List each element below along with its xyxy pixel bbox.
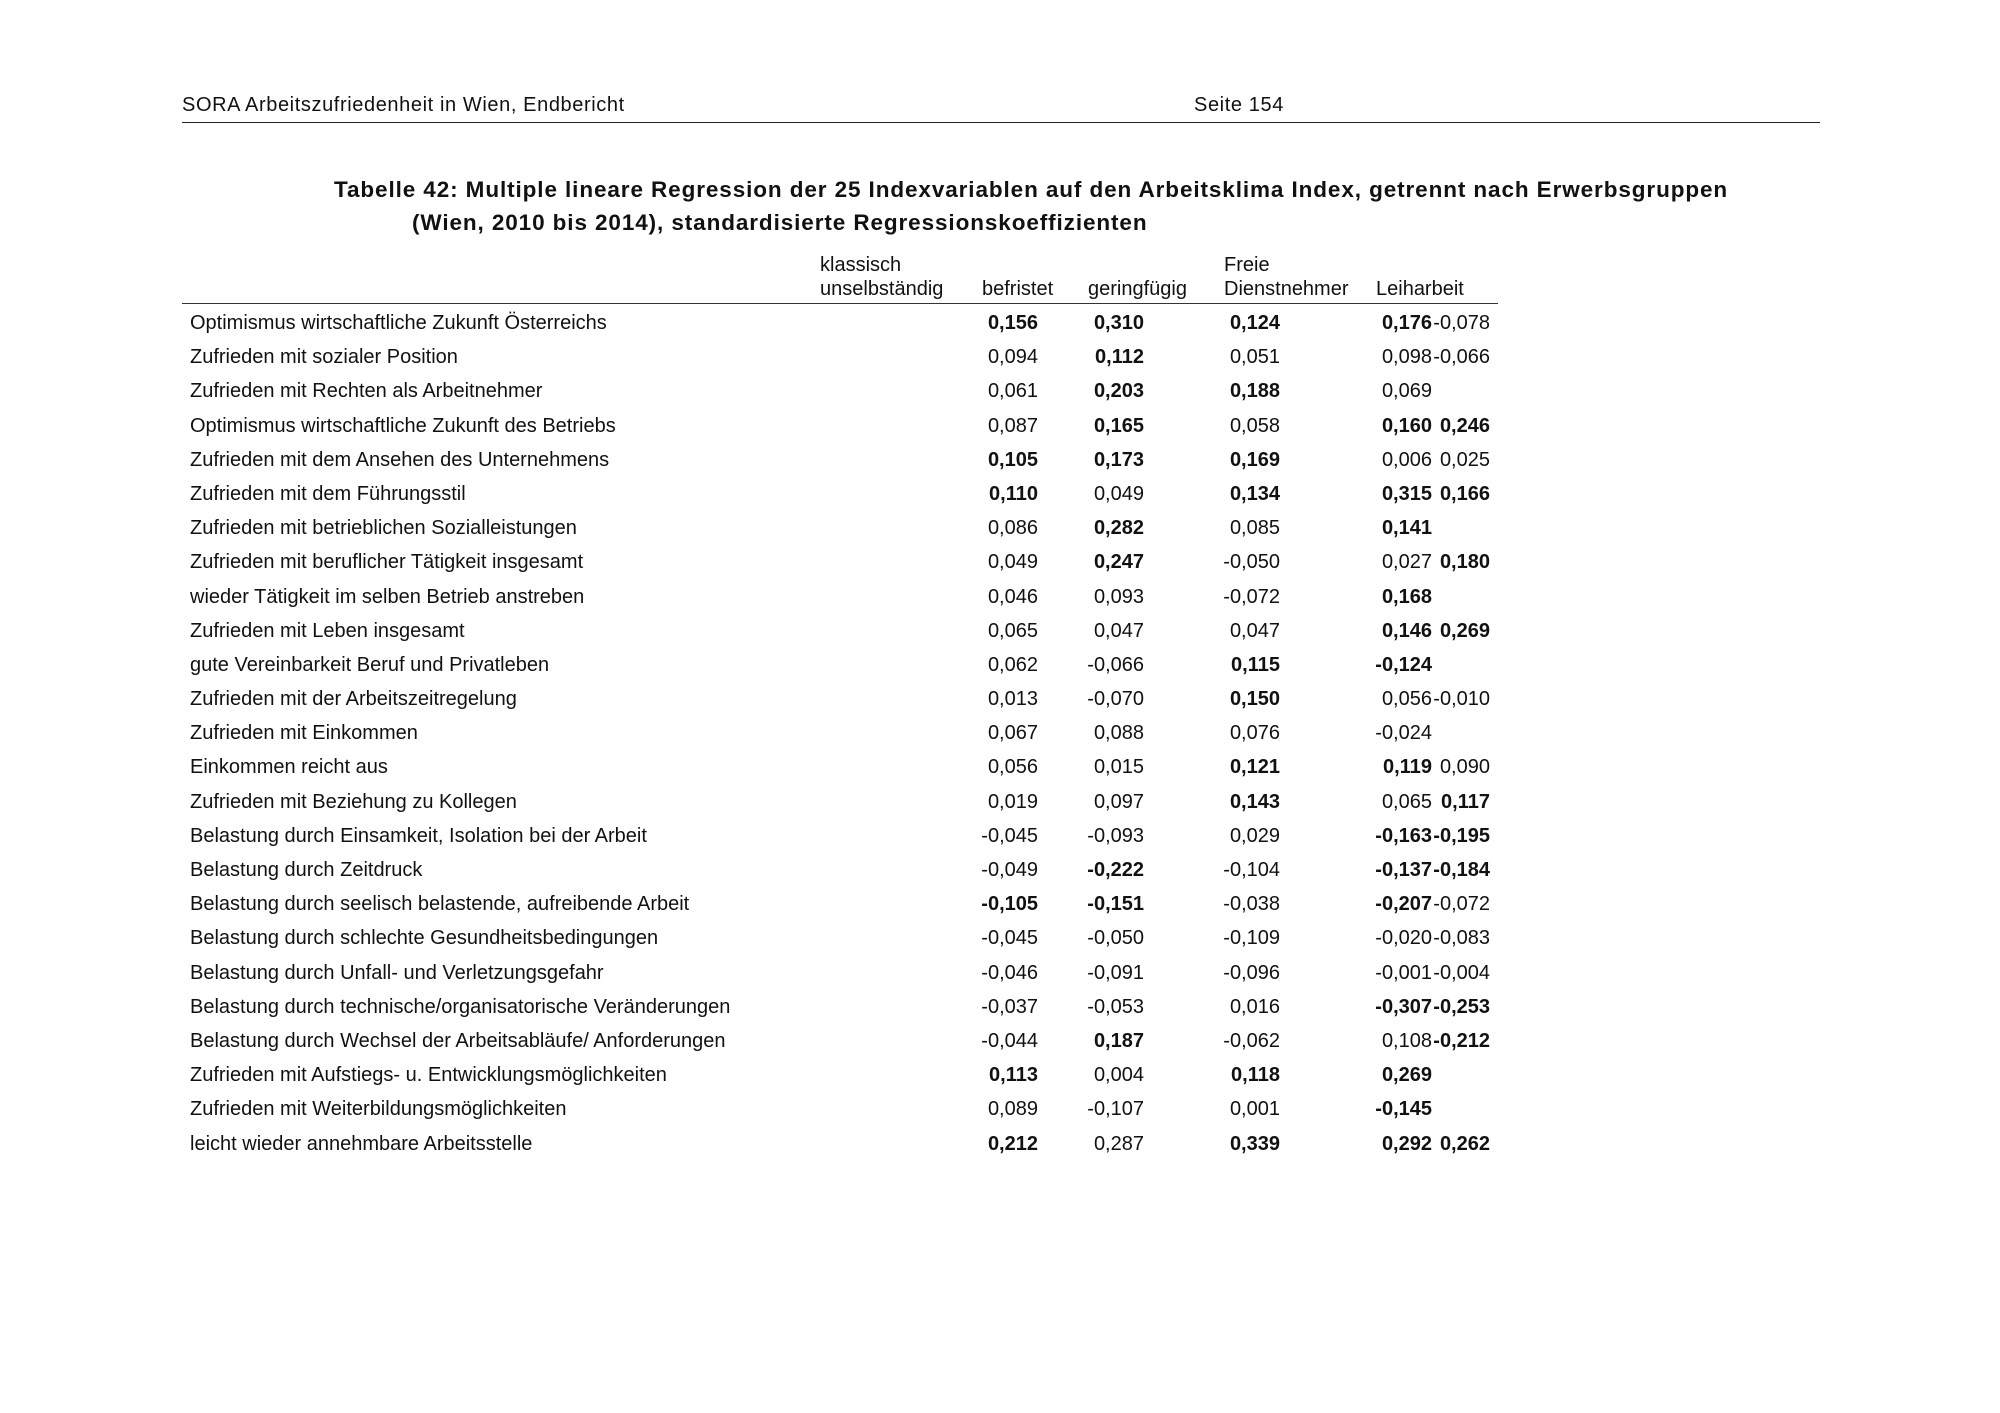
table-cell: -0,222 [1087, 859, 1144, 881]
table-cell: -0,083 [1433, 927, 1490, 950]
table-row [182, 819, 1498, 853]
table-cell: 0,166 [1439, 482, 1490, 505]
row-label: Zufrieden mit dem Führungsstil [190, 482, 466, 505]
table-row [182, 716, 1498, 750]
table-cell: 0,090 [1439, 756, 1490, 779]
column-header-bottom: Leiharbeit [1376, 278, 1464, 300]
table-cell: -0,104 [1223, 859, 1280, 881]
table-cell: 0,165 [1093, 414, 1144, 437]
table-cell: 0,006 [1381, 448, 1432, 471]
table-cell: -0,020 [1375, 927, 1432, 950]
column-header-befristet [982, 277, 1053, 301]
table-cell: 0,087 [987, 414, 1038, 437]
table-row [182, 785, 1498, 819]
table-cell: 0,150 [1229, 688, 1280, 711]
row-label: Belastung durch Einsamkeit, Isolation bei der Arbeit [190, 824, 647, 847]
table-cell: 0,097 [1093, 790, 1144, 813]
table-cell: -0,212 [1433, 1029, 1490, 1052]
row-label: Belastung durch technische/organisatorische Veränderungen [190, 995, 731, 1018]
table-cell: 0,187 [1093, 1029, 1144, 1052]
table-cell: 0,047 [1093, 619, 1144, 642]
table-cell: -0,107 [1087, 1098, 1144, 1121]
table-cell: -0,066 [1433, 346, 1490, 369]
table-cell: 0,027 [1381, 551, 1432, 574]
page-number: Seite 154 [1194, 94, 1284, 116]
table-cell: 0,212 [987, 1132, 1038, 1155]
table-cell: 0,065 [987, 619, 1038, 642]
table-row [182, 648, 1498, 682]
table-cell: 0,076 [1229, 722, 1280, 745]
table-cell: 0,118 [1231, 1064, 1280, 1087]
table-cell: 0,015 [1093, 756, 1144, 779]
table-cell: -0,163 [1375, 824, 1432, 847]
table-cell: -0,045 [981, 927, 1038, 950]
table-cell: -0,093 [1087, 824, 1144, 847]
table-cell: 0,049 [987, 551, 1038, 574]
table-row [182, 511, 1498, 545]
table-cell: -0,184 [1433, 859, 1490, 881]
table-cell: -0,001 [1375, 961, 1432, 984]
row-label: leicht wieder annehmbare Arbeitsstelle [190, 1132, 533, 1155]
table-cell: 0,056 [1381, 688, 1432, 711]
row-label: Zufrieden mit beruflicher Tätigkeit insgesamt [190, 551, 584, 574]
table-cell: -0,195 [1433, 824, 1490, 847]
table-cell: -0,091 [1087, 961, 1144, 984]
column-header-bottom: unselbständig [820, 278, 944, 300]
row-label: Optimismus wirtschaftliche Zukunft Österreichs [190, 312, 607, 334]
table-row [182, 1058, 1498, 1092]
table-cell: 0,156 [987, 312, 1038, 334]
table-cell: 0,269 [1439, 619, 1490, 642]
table-cell: 0,108 [1381, 1029, 1432, 1052]
table-row [182, 409, 1498, 443]
table-cell: 0,046 [987, 585, 1038, 608]
table-cell: -0,050 [1087, 927, 1144, 950]
row-label: Zufrieden mit Beziehung zu Kollegen [190, 790, 517, 813]
table-cell: -0,062 [1223, 1029, 1280, 1052]
table-cell: 0,134 [1229, 482, 1280, 505]
table-cell: 0,169 [1229, 448, 1280, 471]
table-row [182, 990, 1498, 1024]
table-row [182, 614, 1498, 648]
table-cell: 0,025 [1439, 448, 1490, 471]
table-cell: 0,047 [1229, 619, 1280, 642]
table-cell: 0,246 [1439, 414, 1490, 437]
table-row [182, 374, 1498, 408]
column-header-bottom: geringfügig [1088, 278, 1187, 300]
table-cell: -0,096 [1223, 961, 1280, 984]
table-cell: -0,046 [981, 961, 1038, 984]
table-cell: 0,287 [1093, 1132, 1144, 1155]
row-label: Zufrieden mit Aufstiegs- u. Entwicklungsmöglichkeiten [190, 1064, 667, 1087]
table-cell: 0,247 [1093, 551, 1144, 574]
table-cell: 0,086 [987, 517, 1038, 540]
table-cell: 0,176 [1381, 312, 1432, 334]
table-cell: -0,049 [981, 859, 1038, 881]
table-cell: -0,004 [1433, 961, 1490, 984]
table-row [182, 580, 1498, 614]
row-label: Zufrieden mit sozialer Position [190, 346, 458, 369]
table-cell: -0,137 [1375, 859, 1432, 881]
table-cell: 0,119 [1383, 756, 1432, 779]
table-caption [334, 173, 1834, 239]
table-cell: 0,115 [1231, 653, 1280, 676]
table-cell: 0,016 [1229, 995, 1280, 1018]
table-cell: -0,307 [1375, 995, 1432, 1018]
table-cell: 0,056 [987, 756, 1038, 779]
row-label: Belastung durch Unfall- und Verletzungsgefahr [190, 961, 604, 984]
table-row [182, 1127, 1498, 1161]
table-cell: -0,037 [981, 995, 1038, 1018]
table-cell: 0,065 [1381, 790, 1432, 813]
table-cell: -0,072 [1223, 585, 1280, 608]
table-row [182, 921, 1498, 955]
table-cell: -0,207 [1375, 893, 1432, 916]
table-cell: 0,067 [987, 722, 1038, 745]
table-row [182, 545, 1498, 579]
page-header [182, 92, 1820, 123]
table-cell: 0,051 [1229, 346, 1280, 369]
table-cell: -0,109 [1223, 927, 1280, 950]
column-header-top: Freie [1224, 254, 1270, 276]
table-cell: 0,168 [1381, 585, 1432, 608]
table-cell: 0,004 [1093, 1064, 1144, 1087]
table-row [182, 1092, 1498, 1126]
table-cell: 0,058 [1229, 414, 1280, 437]
table-cell: -0,072 [1433, 893, 1490, 916]
table-cell: 0,110 [989, 482, 1038, 505]
table-cell: 0,292 [1381, 1132, 1432, 1155]
table-row [182, 750, 1498, 784]
table-cell: -0,105 [981, 893, 1038, 916]
table-cell: 0,262 [1439, 1132, 1490, 1155]
row-label: Belastung durch schlechte Gesundheitsbedingungen [190, 927, 659, 950]
table-cell: -0,078 [1433, 312, 1490, 334]
table-cell: 0,143 [1229, 790, 1280, 813]
table-row [182, 853, 1498, 887]
table-cell: 0,089 [987, 1098, 1038, 1121]
row-label: Belastung durch Zeitdruck [190, 859, 423, 881]
table-cell: 0,069 [1381, 380, 1432, 403]
row-label: Zufrieden mit Rechten als Arbeitnehmer [190, 380, 543, 403]
report-title: SORA Arbeitszufriedenheit in Wien, Endbericht [182, 94, 625, 116]
table-cell: -0,045 [981, 824, 1038, 847]
table-cell: -0,024 [1375, 722, 1432, 745]
row-label: Zufrieden mit betrieblichen Sozialleistungen [190, 517, 577, 540]
column-header-bottom: Dienstnehmer [1224, 278, 1349, 300]
table-cell: 0,019 [987, 790, 1038, 813]
table-cell: 0,117 [1441, 790, 1490, 813]
row-label: Zufrieden mit Weiterbildungsmöglichkeiten [190, 1098, 567, 1121]
table-cell: -0,010 [1433, 688, 1490, 711]
table-cell: 0,160 [1381, 414, 1432, 437]
table-cell: 0,339 [1229, 1132, 1280, 1155]
row-label: Belastung durch Wechsel der Arbeitsabläufe/ Anforderungen [190, 1029, 726, 1052]
column-header-geringfuegig [1088, 277, 1187, 301]
table-cell: 0,180 [1439, 551, 1490, 574]
table-cell: -0,151 [1087, 893, 1144, 916]
table-row [182, 682, 1498, 716]
table-cell: -0,044 [981, 1029, 1038, 1052]
table-cell: 0,310 [1093, 312, 1144, 334]
table-cell: 0,282 [1093, 517, 1144, 540]
table-cell: -0,070 [1087, 688, 1144, 711]
row-label: Optimismus wirtschaftliche Zukunft des Betriebs [190, 414, 616, 437]
table-cell: 0,269 [1381, 1064, 1432, 1087]
table-body [182, 306, 1498, 1161]
table-cell: 0,098 [1381, 346, 1432, 369]
table-cell: -0,253 [1433, 995, 1490, 1018]
column-header-top: klassisch [820, 254, 902, 276]
table-row [182, 1024, 1498, 1058]
table-cell: 0,093 [1093, 585, 1144, 608]
table-cell: 0,112 [1095, 346, 1144, 369]
row-label: wieder Tätigkeit im selben Betrieb anstreben [190, 585, 585, 608]
table-cell: 0,141 [1381, 517, 1432, 540]
table-cell: 0,188 [1229, 380, 1280, 403]
table-row [182, 443, 1498, 477]
caption-line-1: Tabelle 42: Multiple lineare Regression der 25 Indexvariablen auf den Arbeitsklima Index, getrennt nach Erwerbsgruppen [334, 177, 1729, 202]
column-header-leiharbeit [1376, 277, 1464, 301]
table-cell: 0,085 [1229, 517, 1280, 540]
row-label: gute Vereinbarkeit Beruf und Privatleben [190, 653, 550, 676]
table-cell: 0,315 [1381, 482, 1432, 505]
table-cell: 0,049 [1093, 482, 1144, 505]
table-row [182, 956, 1498, 990]
table-cell: 0,062 [987, 653, 1038, 676]
table-cell: 0,121 [1229, 756, 1280, 779]
table-cell: -0,053 [1087, 995, 1144, 1018]
table-cell: -0,145 [1375, 1098, 1432, 1121]
table-cell: 0,203 [1093, 380, 1144, 403]
table-cell: -0,124 [1375, 653, 1432, 676]
table-cell: -0,038 [1223, 893, 1280, 916]
table-cell: 0,029 [1229, 824, 1280, 847]
row-label: Zufrieden mit Leben insgesamt [190, 619, 465, 642]
row-label: Zufrieden mit dem Ansehen des Unternehmens [190, 448, 610, 471]
table-header [182, 251, 1498, 304]
row-label: Einkommen reicht aus [190, 756, 388, 779]
table-cell: 0,146 [1381, 619, 1432, 642]
table-cell: -0,050 [1223, 551, 1280, 574]
column-header-bottom: befristet [982, 278, 1054, 300]
table-cell: 0,001 [1229, 1098, 1280, 1121]
regression-table [182, 251, 1498, 1161]
table-row [182, 340, 1498, 374]
table-cell: 0,088 [1093, 722, 1144, 745]
table-cell: 0,173 [1093, 448, 1144, 471]
table-cell: 0,105 [987, 448, 1038, 471]
table-cell: 0,094 [987, 346, 1038, 369]
table-cell: 0,113 [989, 1064, 1038, 1087]
column-header-freie [1224, 253, 1349, 301]
row-label: Zufrieden mit Einkommen [190, 722, 418, 745]
table-cell: 0,013 [987, 688, 1038, 711]
table-cell: -0,066 [1087, 653, 1144, 676]
table-row [182, 477, 1498, 511]
column-header-klassisch [820, 253, 943, 301]
table-cell: 0,061 [987, 380, 1038, 403]
table-row [182, 887, 1498, 921]
table-cell: 0,124 [1229, 312, 1280, 334]
caption-line-2: (Wien, 2010 bis 2014), standardisierte Regressionskoeffizienten [412, 210, 1148, 235]
table-row [182, 306, 1498, 340]
row-label: Belastung durch seelisch belastende, aufreibende Arbeit [190, 893, 690, 916]
row-label: Zufrieden mit der Arbeitszeitregelung [190, 688, 517, 711]
